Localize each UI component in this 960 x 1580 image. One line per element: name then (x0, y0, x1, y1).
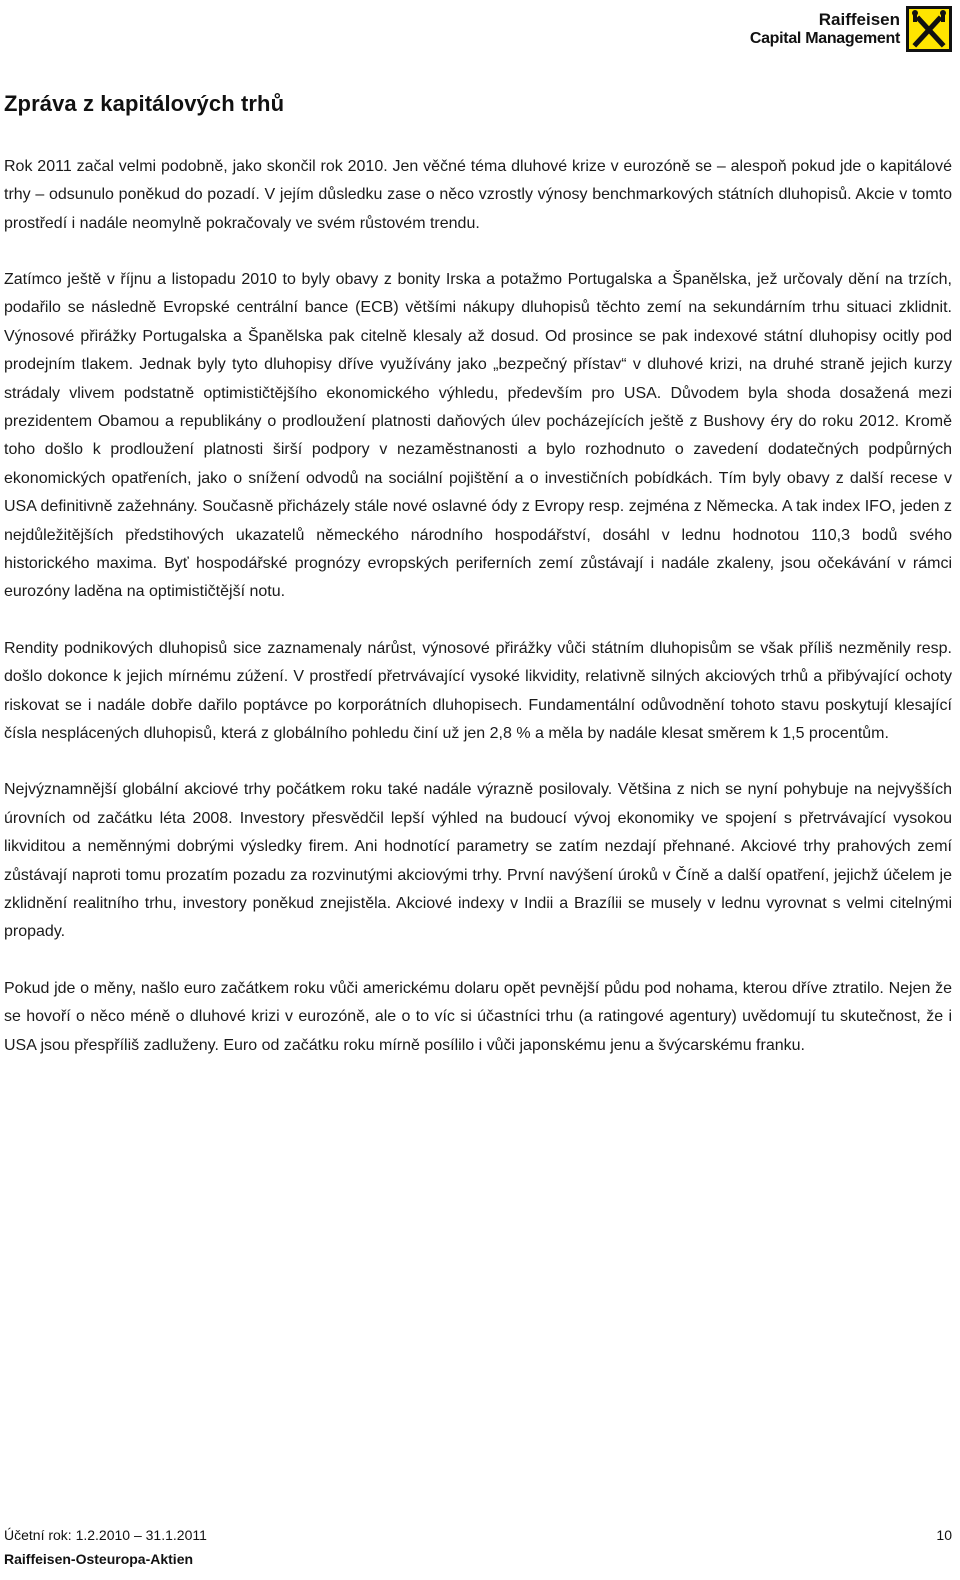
company-logo (750, 6, 952, 52)
footer-fund-name: Raiffeisen-Osteuropa-Aktien (4, 1551, 194, 1567)
logo-line-raiffeisen: Raiffeisen (818, 10, 900, 29)
page-title: Zpráva z kapitálových trhů (4, 91, 285, 116)
paragraph-government-bonds: Zatímco ještě v říjnu a listopadu 2010 to byly obavy z bonity Irska a potažmo Portugalska a Španělska, jež určovaly dění na trzích, podařilo se následně Evropské centrální bance (ECB) většími nákupy dluhopisů těchto zemí na sekundárním trhu situaci zklidnit. Výnosové přirážky Portugalska a Španělska pak citelně klesaly až dosud. Od prosince se pak indexové státní dluhopisy ocitly pod prodejním tlakem. Jednak byly tyto dluhopisy dříve využívány jako „bezpečný přístav“ v dluhové krizi, na druhé straně jejich kurzy strádaly vlivem podstatně optimističtějšího ekonomického výhledu, především pro USA. Důvodem byla shoda dosažená mezi prezidentem Obamou a republikány o prodloužení platnosti daňových úlev pocházejících ještě z Bushovy éry do roku 2012. Kromě toho došlo k prodloužení platnosti širší podpory v nezaměstnanosti a bylo rozhodnuto o zavedení dodatečných podpůrných ekonomických opatřeních, jako o snížení odvodů na sociální pojištění a o investičních pobídkách. Tím byly obavy z další recese v USA definitivně zažehnány. Současně přicházely stále nové oslavné ódy z Evropy resp. zejména z Německa. A tak index IFO, jeden z nejdůležitějších předstihových ukazatelů německého národního hospodářství, dosáhl v lednu hodnotou 110,3 bodů svého historického maxima. Byť hospodářské prognózy evropských periferních zemí zůstávají i nadále zkaleny, jsou očekávání v rámci eurozóny laděna na optimističtější notu. (4, 270, 952, 601)
paragraph-intro: Rok 2011 začal velmi podobně, jako skončil rok 2010. Jen věčné téma dluhové krize v eurozóně se – alespoň pokud jde o kapitálové trhy – odsunulo poněkud do pozadí. V jejím důsledku zase o něco vzrostly výnosy benchmarkových státních dluhopisů. Akcie v tomto prostředí i nadále neomylně pokračovaly ve svém růstovém trendu. (4, 158, 952, 232)
footer-fiscal-period: Účetní rok: 1.2.2010 – 31.1.2011 (4, 1527, 207, 1543)
paragraph-currencies: Pokud jde o měny, našlo euro začátkem roku vůči americkému dolaru opět pevnější půdu pod nohama, kterou dříve ztratilo. Nejen že se hovoří o něco méně o dluhové krizi v eurozóně, ale o to víc si účastníci trhu (a ratingové agentury) uvědomují tu skutečnost, že i USA jsou přespříliš zadluženy. Euro od začátku roku mírně posílilo i vůči japonskému jenu a švýcarskému franku. (4, 979, 952, 1054)
page-number: 10 (936, 1527, 952, 1543)
paragraph-corporate-bonds: Rendity podnikových dluhopisů sice zaznamenaly nárůst, výnosové přirážky vůči státním dluhopisům se však příliš nezměnily resp. došlo dokonce k jejich mírnému zúžení. V prostředí přetrvávající vysoké likvidity, relativně silných akciových trhů a přibývající ochoty riskovat se i nadále dobře dařilo poptávce po korporátních dluhopisech. Fundamentální odůvodnění tohoto stavu poskytují klesající čísla nesplácených dluhopisů, která z globálního pohledu činí už jen 2,8 % a měla by nadále klesat směrem k 1,5 procentům. (4, 639, 952, 742)
page-footer (4, 1523, 207, 1571)
raiffeisen-gable-cross-icon (906, 6, 952, 52)
logo-line-capital-management: Capital Management (749, 30, 900, 47)
paragraph-equity-markets: Nejvýznamnější globální akciové trhy počátkem roku také nadále výrazně posilovaly. Většina z nich se nyní pohybuje na nejvyšších úrovních od začátku léta 2008. Investory přesvědčil lepší výhled na budoucí vývoj ekonomiky ve spojení s přetrvávající vysokou likviditou a neměnnými dobrými výsledky firem. Ani hodnotící parametry se zatím nezdají přehnané. Akciové trhy prahových zemí zůstávají naproti tomu prozatím pozadu za rozvinutými akciovými trhy. První navýšení úroků v Číně a další opatření, jejichž účelem je zklidnění realitního trhu, investory poněkud znejistěla. Akciové indexy v Indii a Brazílii se musely v lednu vyrovnat s velmi citelnými propady. (4, 781, 952, 941)
article-body (4, 153, 952, 1088)
logo-wordmark (750, 10, 900, 48)
